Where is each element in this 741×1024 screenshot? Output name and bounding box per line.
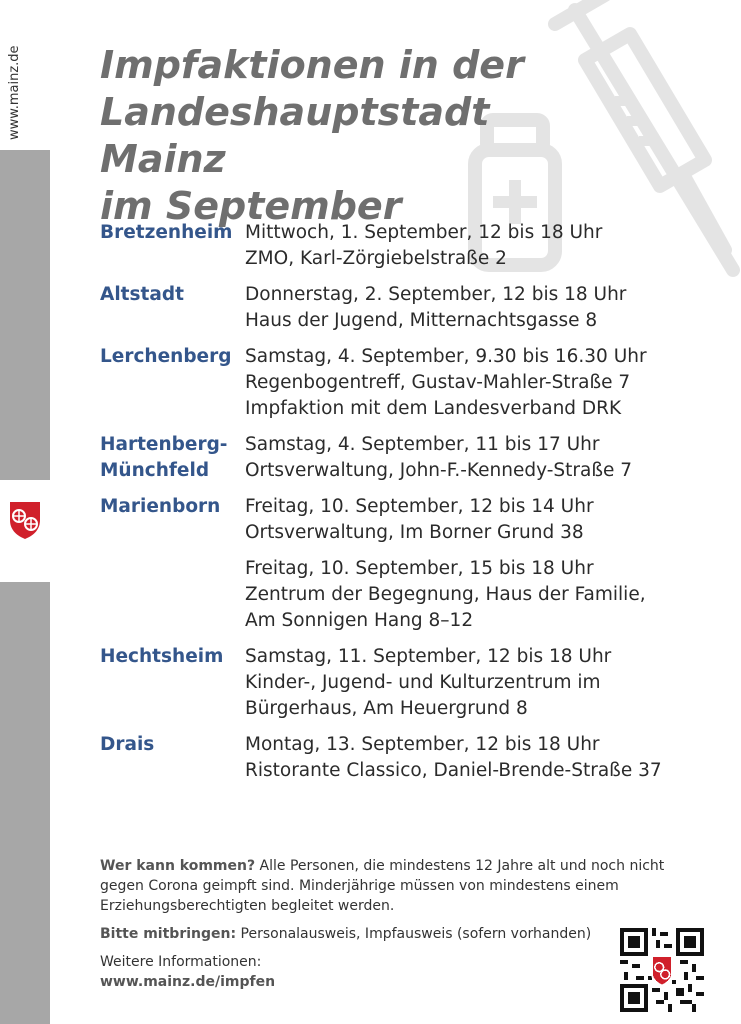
event-details: Mittwoch, 1. September, 12 bis 18 Uhr ZMO, Karl-Zörgiebelstraße 2 bbox=[245, 222, 603, 269]
footer-info bbox=[100, 856, 700, 992]
title-line-2: Landeshauptstadt Mainz bbox=[100, 90, 490, 181]
eligibility-text: Wer kann kommen? Alle Personen, die mindestens 12 Jahre alt und noch nicht gegen Corona geimpft sind. Minderjährige müssen von mindestens einem Erziehungsberechtigten begleitet werden. bbox=[100, 858, 665, 914]
event-details: Samstag, 4. September, 9.30 bis 16.30 Uhr Regenbogentreff, Gustav-Mahler-Straße 7 Impfaktion mit dem Landesverband DRK bbox=[245, 346, 647, 419]
schedule-row bbox=[100, 282, 720, 334]
schedule-list bbox=[100, 220, 720, 794]
more-info-label: Weitere Informationen: bbox=[100, 954, 262, 970]
schedule-row bbox=[100, 556, 720, 634]
title-line-1: Impfaktionen in der bbox=[100, 43, 524, 87]
schedule-row bbox=[100, 432, 720, 484]
event-details: Montag, 13. September, 12 bis 18 Uhr Ristorante Classico, Daniel-Brende-Straße 37 bbox=[245, 734, 662, 781]
district-name: Hechtsheim bbox=[100, 646, 224, 667]
more-info-link[interactable]: www.mainz.de/impfen bbox=[100, 974, 276, 990]
event-details: Freitag, 10. September, 12 bis 14 Uhr Ortsverwaltung, Im Borner Grund 38 bbox=[245, 496, 594, 543]
sidebar-url[interactable]: www.mainz.de bbox=[7, 45, 22, 140]
schedule-row bbox=[100, 220, 720, 272]
schedule-row bbox=[100, 494, 720, 546]
event-details: Samstag, 4. September, 11 bis 17 Uhr Ortsverwaltung, John-F.-Kennedy-Straße 7 bbox=[245, 434, 633, 481]
schedule-row bbox=[100, 644, 720, 722]
mainz-coat-of-arms-icon bbox=[8, 500, 42, 540]
event-details: Samstag, 11. September, 12 bis 18 Uhr Kinder-, Jugend- und Kulturzentrum im Bürgerhaus, Am Heuergrund 8 bbox=[245, 646, 612, 719]
qr-code-icon[interactable] bbox=[620, 928, 704, 1012]
title-line-3: im September bbox=[100, 184, 402, 228]
schedule-row bbox=[100, 344, 720, 422]
district-name: Drais bbox=[100, 734, 155, 755]
district-name: Marienborn bbox=[100, 496, 221, 517]
page-title bbox=[100, 42, 620, 230]
district-name: Altstadt bbox=[100, 284, 184, 305]
event-details: Donnerstag, 2. September, 12 bis 18 Uhr Haus der Jugend, Mitternachtsgasse 8 bbox=[245, 284, 627, 331]
schedule-row bbox=[100, 732, 720, 784]
district-name: Hartenberg- Münchfeld bbox=[100, 434, 228, 481]
district-name: Lerchenberg bbox=[100, 346, 232, 367]
district-name bbox=[100, 556, 245, 634]
district-name: Bretzenheim bbox=[100, 222, 233, 243]
event-details: Freitag, 10. September, 15 bis 18 Uhr Zentrum der Begegnung, Haus der Familie, Am Sonnigen Hang 8–12 bbox=[245, 558, 646, 631]
bring-text: Bitte mitbringen: Personalausweis, Impfausweis (sofern vorhanden) bbox=[100, 926, 592, 942]
